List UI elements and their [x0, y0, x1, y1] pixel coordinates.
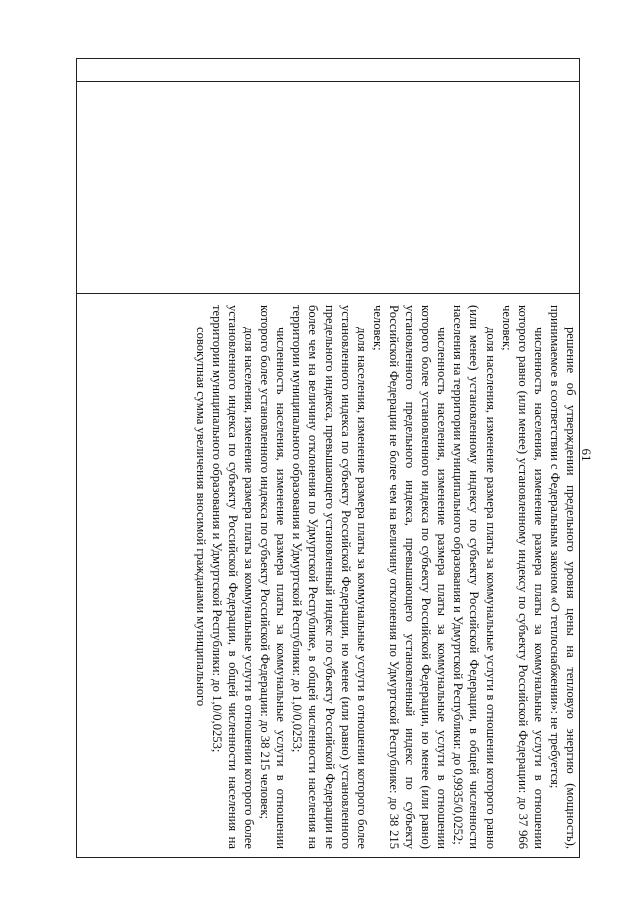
paragraph: совокупная сумма увеличения вносимой гражданами муниципального	[193, 327, 208, 707]
paragraph: доля населения, изменение размера платы за коммунальные услуги в отношении которого более установленного индекса по субъекту Российской Федерации, в общей численности населения на территории муниципального образования и Удмуртской Республики: до 1,0/0,0253;	[209, 305, 257, 849]
paragraph: численность населения, изменение размера платы за коммунальные услуги в отношении которого равно (или менее) установленному индексу по субъекту Российской Федерации: до 37 966 человек;	[499, 305, 546, 849]
column-divider	[77, 293, 579, 294]
paragraph: доля населения, изменение размера платы за коммунальные услуги в отношении которого более установленного индекса по субъекту Российской Федерации, но менее (или равно) установленного предельного индекса, превышающего установленный индекс по субъекту Российской Федерации не более чем на величину отклонения по Удмуртской Республике, в общей численности населения на территории муниципального образования и Удмуртской Республики: до 1,0/0,0253;	[290, 305, 369, 849]
page-number: 61	[579, 448, 594, 462]
paragraph: доля населения, изменение размера платы за коммунальные услуги в отношении которого равно (или менее) установленному индексу по субъекту Российской Федерации, в общей численности населения на территории муниципального образования и Удмуртской Республики: до 0,9935/0,0252;	[451, 305, 498, 849]
table-text-cell	[193, 305, 579, 849]
table	[76, 58, 580, 858]
paragraph: решение об утверждении предельного уровня цены на тепловую энергию (мощность), принимаемое в соответствии с Федеральным законом «О теплоснабжении»: не требуется;	[547, 305, 578, 849]
paragraph: численность населения, изменение размера платы за коммунальные услуги в отношении которого более установленного индекса по субъекту Российской Федерации: до 38 215 человек;	[258, 305, 289, 849]
paragraph: численность населения, изменение размера платы за коммунальные услуги в отношении которого более установленного индекса по субъекту Российской Федерации, но менее (или равно) установленного предельного индекса, превышающего установленный индекс по субъекту Российской Федерации не более чем на величину отклонения по Удмуртской Республике: до 38 215 человек;	[370, 305, 450, 849]
column-divider	[77, 81, 579, 82]
